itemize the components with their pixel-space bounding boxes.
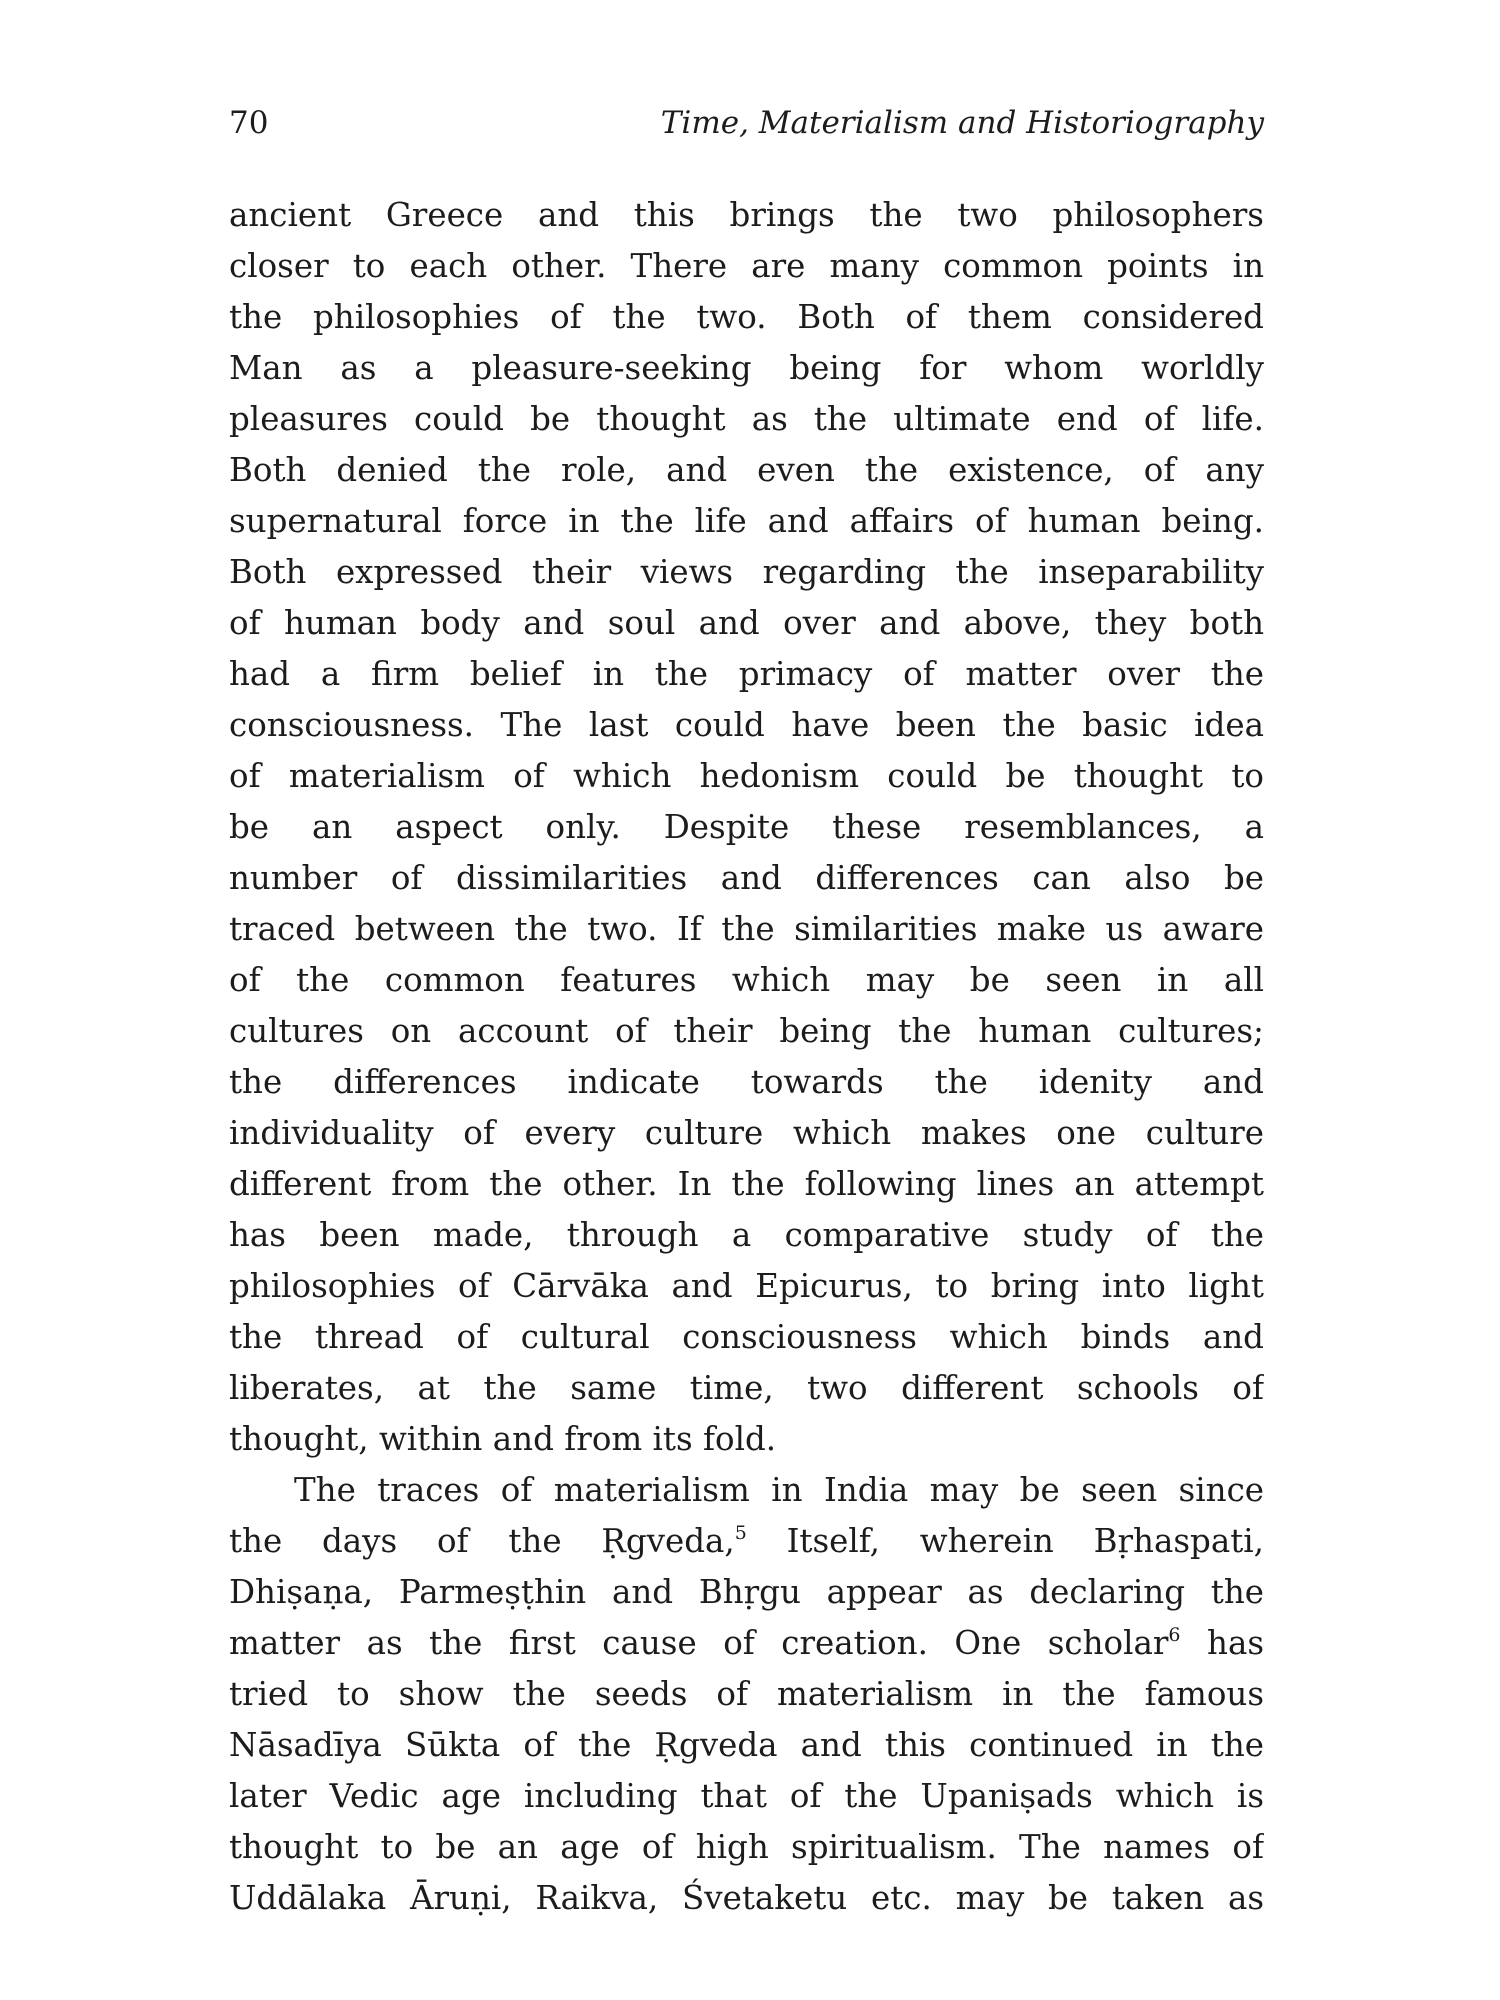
text-line: has been made, through a comparative study of the <box>229 1216 1264 1254</box>
text-line: thought to be an age of high spiritualism. The names of <box>229 1828 1264 1866</box>
text-line: pleasures could be thought as the ultimate end of life. <box>229 400 1264 438</box>
page-number: 70 <box>229 105 269 141</box>
text-line: Dhiṣaṇa, Parmeṣṭhin and Bhṛgu appear as declaring the <box>229 1573 1264 1611</box>
text-line: tried to show the seeds of materialism in the famous <box>229 1675 1264 1713</box>
text-segment: matter as the first cause of creation. One scholar <box>229 1624 1169 1662</box>
text-line: consciousness. The last could have been the basic idea <box>229 706 1264 744</box>
text-line: supernatural force in the life and affairs of human being. <box>229 502 1264 540</box>
text-line: Both expressed their views regarding the inseparability <box>229 553 1264 591</box>
running-head <box>229 100 1264 150</box>
text-line-paragraph-end: thought, within and from its fold. <box>229 1420 777 1458</box>
text-line-paragraph-start: The traces of materialism in India may be seen since <box>294 1471 1264 1509</box>
text-line: the philosophies of the two. Both of them considered <box>229 298 1264 336</box>
text-line: number of dissimilarities and differences can also be <box>229 859 1264 897</box>
text-line: Both denied the role, and even the existence, of any <box>229 451 1264 489</box>
text-line: traced between the two. If the similarities make us aware <box>229 910 1264 948</box>
text-line: different from the other. In the following lines an attempt <box>229 1165 1264 1203</box>
running-title: Time, Materialism and Historiography <box>660 105 1264 141</box>
text-line: of materialism of which hedonism could be thought to <box>229 757 1264 795</box>
text-line: later Vedic age including that of the Upaniṣads which is <box>229 1777 1264 1815</box>
text-line: liberates, at the same time, two different schools of <box>229 1369 1264 1407</box>
footnote-marker-5: 5 <box>734 1522 747 1544</box>
footnote-marker-6: 6 <box>1168 1624 1181 1646</box>
text-segment: the days of the Ṛgveda, <box>229 1522 735 1560</box>
text-line: Man as a pleasure-seeking being for whom worldly <box>229 349 1264 387</box>
text-line: philosophies of Cārvāka and Epicurus, to bring into light <box>229 1267 1264 1305</box>
text-line-footnote-6 <box>229 1618 1264 1669</box>
text-line: individuality of every culture which makes one culture <box>229 1114 1264 1152</box>
text-line: be an aspect only. Despite these resemblances, a <box>229 808 1264 846</box>
text-line: ancient Greece and this brings the two philosophers <box>229 196 1264 234</box>
text-line: cultures on account of their being the human cultures; <box>229 1012 1264 1050</box>
body-text <box>229 190 1264 1924</box>
text-segment: Itself, wherein Bṛhaspati, <box>746 1522 1264 1560</box>
text-line: of human body and soul and over and above, they both <box>229 604 1264 642</box>
text-line: of the common features which may be seen in all <box>229 961 1264 999</box>
text-line: the thread of cultural consciousness which binds and <box>229 1318 1264 1356</box>
text-line: Nāsadīya Sūkta of the Ṛgveda and this continued in the <box>229 1726 1264 1764</box>
text-line: had a firm belief in the primacy of matter over the <box>229 655 1264 693</box>
text-line-footnote-5 <box>229 1516 1264 1567</box>
text-line: the differences indicate towards the idenity and <box>229 1063 1264 1101</box>
text-line: closer to each other. There are many common points in <box>229 247 1264 285</box>
text-line: Uddālaka Āruṇi, Raikva, Śvetaketu etc. may be taken as <box>229 1879 1264 1917</box>
text-segment: has <box>1180 1624 1264 1662</box>
